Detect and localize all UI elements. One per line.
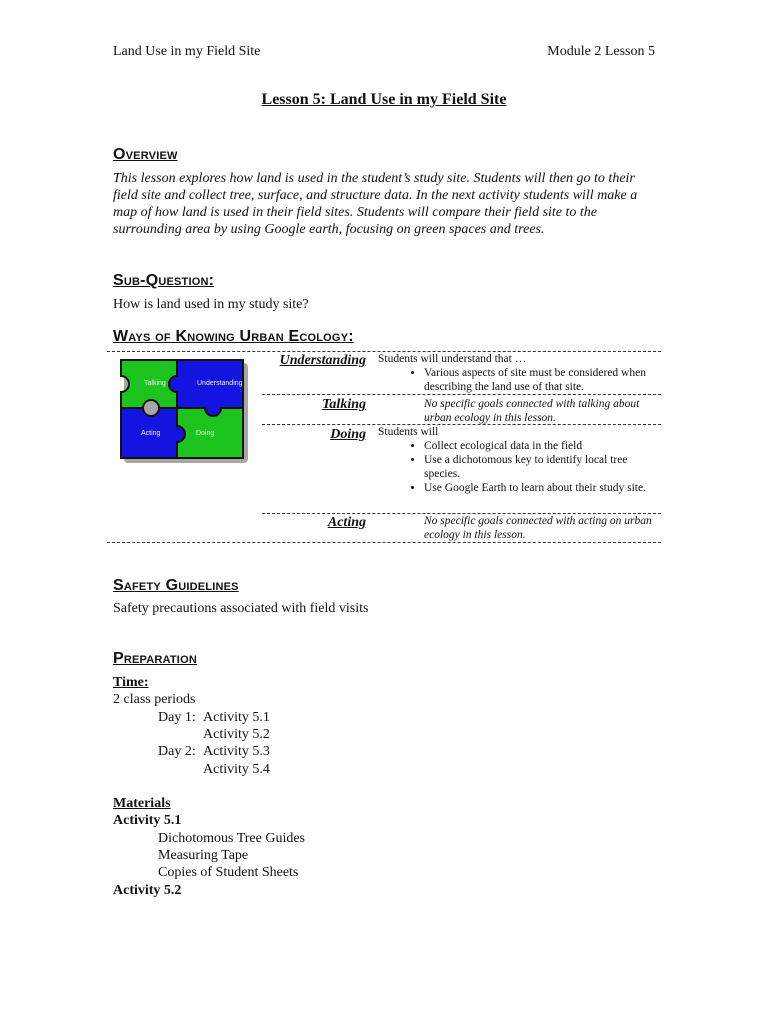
day1-activity-b: Activity 5.2 (203, 727, 270, 742)
puzzle-label-doing: Doing (196, 430, 215, 437)
acting-text: No specific goals connected with acting on urban ecology in this lesson. (424, 515, 652, 541)
materials-label: Materials (113, 796, 171, 811)
understanding-label: Understanding (279, 353, 366, 368)
day2-activity-b: Activity 5.4 (203, 762, 270, 777)
day1-label: Day 1: (158, 710, 196, 725)
sub-question-heading: Sub-Question: (113, 272, 215, 289)
doing-bullet: • Collect ecological data in the field (424, 439, 658, 453)
puzzle-label-talking: Talking (144, 380, 166, 387)
understanding-bullets (378, 366, 658, 394)
overview-heading: Overview (113, 146, 178, 163)
preparation-heading: Preparation (113, 650, 197, 667)
understanding-bullet: • Various aspects of site must be considered when describing the land use of that site. (424, 366, 658, 394)
talking-content (378, 397, 658, 425)
table-bottom-border (107, 542, 661, 543)
talking-text: No specific goals connected with talking about urban ecology in this lesson. (424, 398, 640, 424)
safety-heading: Safety Guidelines (113, 577, 239, 594)
time-label: Time: (113, 675, 149, 690)
material-item: Dichotomous Tree Guides (158, 831, 305, 846)
doing-intro: Students will (378, 426, 439, 438)
header-right-text: Module 2 Lesson 5 (547, 44, 655, 59)
doing-bullet: • Use a dichotomous key to identify local tree species. (424, 453, 658, 481)
material-item: Measuring Tape (158, 848, 249, 863)
understanding-content (378, 352, 658, 394)
class-periods-text: 2 class periods (113, 692, 196, 707)
safety-text: Safety precautions associated with field visits (113, 601, 369, 616)
puzzle-label-acting: Acting (141, 430, 161, 437)
puzzle-label-understanding: Understanding (197, 380, 243, 387)
acting-content (378, 514, 658, 542)
doing-bullets (378, 439, 658, 495)
talking-label: Talking (322, 397, 366, 412)
doing-label: Doing (330, 427, 366, 442)
material-item: Copies of Student Sheets (158, 865, 299, 880)
understanding-intro: Students will understand that … (378, 353, 527, 365)
acting-label: Acting (327, 515, 366, 530)
doing-bullet: • Use Google Earth to learn about their study site. (424, 481, 658, 495)
day1-activity-a: Activity 5.1 (203, 710, 270, 725)
doing-content (378, 425, 658, 495)
ways-of-knowing-heading: Ways of Knowing Urban Ecology: (113, 328, 354, 345)
activity-52-label: Activity 5.2 (113, 883, 182, 898)
lesson-title: Lesson 5: Land Use in my Field Site (261, 91, 507, 108)
puzzle-image (117, 356, 249, 464)
row-divider-1 (262, 394, 661, 395)
day2-label: Day 2: (158, 744, 196, 759)
day2-activity-a: Activity 5.3 (203, 744, 270, 759)
header-left-text: Land Use in my Field Site (113, 44, 261, 59)
activity-51-label: Activity 5.1 (113, 813, 182, 828)
sub-question-text: How is land used in my study site? (113, 297, 309, 312)
overview-text: This lesson explores how land is used in the student’s study site. Students will then go to their field site and collect tree, surface, and structure data. In the next activity students will make a map of how land is used in their field sites. Students will compare their field site to the surrounding area by using Google earth, focusing on green spaces and trees. (113, 171, 638, 237)
